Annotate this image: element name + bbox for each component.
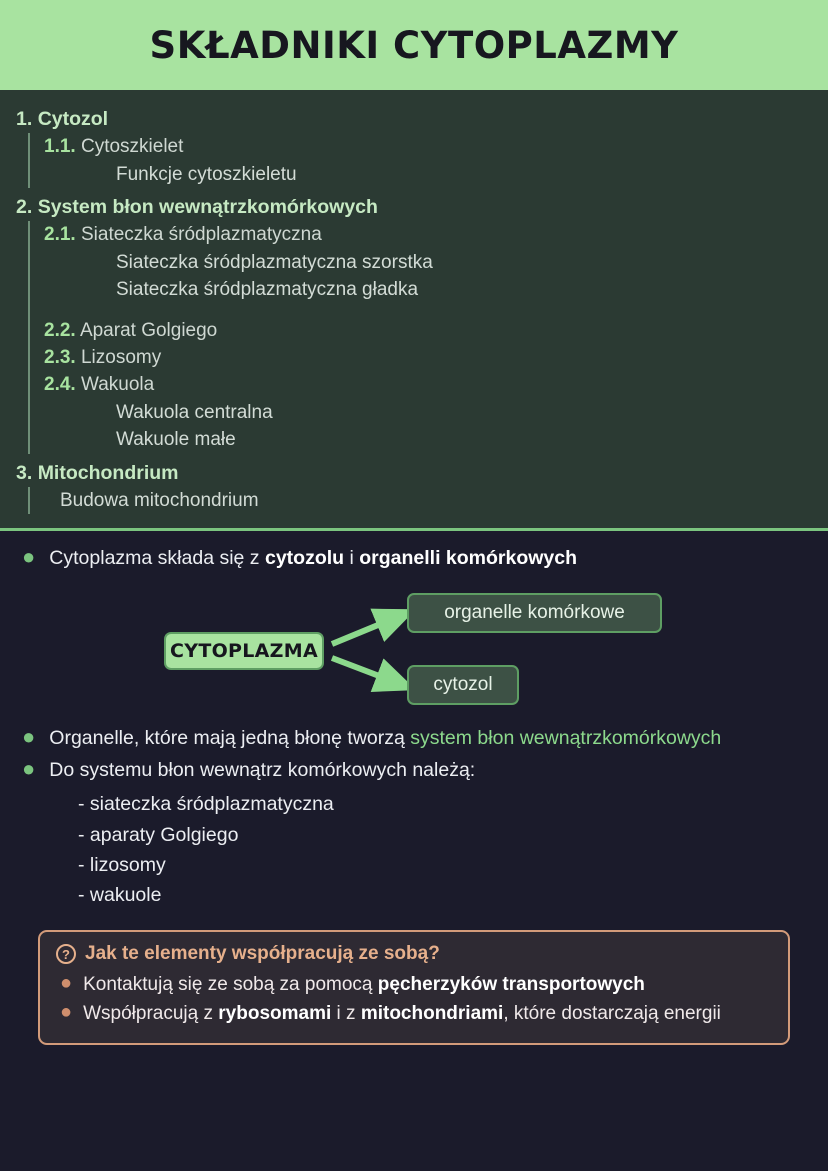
toc-label: System błon wewnątrzkomórkowych [37, 196, 378, 219]
list-item: - wakuole [78, 883, 162, 906]
callout-text: Współpracują z rybosomami i z mitochondriami, które dostarczają energii [83, 1002, 721, 1024]
page-title: SKŁADNIKI CYTOPLAZMY [149, 23, 679, 67]
diagram-node-organelle [407, 593, 662, 633]
toc-item[interactable] [28, 221, 828, 248]
toc-number: 2.3. [44, 346, 76, 368]
list-item: - lizosomy [78, 853, 166, 876]
emphasis-rybosomy: rybosomami [218, 1002, 332, 1024]
toc-label: Wakuola centralna [116, 401, 273, 423]
toc-item[interactable] [0, 105, 828, 133]
toc-number: 2.4. [44, 374, 76, 396]
toc-item[interactable] [28, 249, 828, 276]
bullet-item [22, 545, 806, 571]
callout-text: Kontaktują się ze sobą za pomocą pęcherzyków transportowych [83, 974, 645, 996]
diagram-node-cytoplazma [164, 632, 324, 670]
bullet-dot-icon: ● [60, 972, 73, 995]
toc-label: Lizosomy [80, 346, 162, 368]
diagram-node-cytozol [407, 665, 519, 705]
question-mark-icon: ? [56, 944, 76, 964]
main-content [0, 531, 828, 1171]
toc-label: Aparat Golgiego [79, 319, 218, 341]
toc-label: Funkcje cytoszkieletu [116, 163, 297, 185]
toc-item[interactable] [28, 317, 828, 344]
toc-label: Cytozol [37, 108, 109, 130]
bullet-dot-icon: ● [22, 723, 36, 749]
bullet-item [22, 757, 806, 783]
callout-header [56, 943, 772, 965]
toc-item[interactable] [28, 276, 828, 303]
toc-number: 1. [16, 108, 33, 130]
toc-label: Cytoszkielet [80, 136, 184, 158]
bullet-dot-icon: ● [60, 1000, 73, 1023]
bullet-text: Cytoplazma składa się z cytozolu i organelli komórkowych [49, 547, 578, 570]
callout-list-item [56, 1001, 772, 1027]
toc-label: Siateczka śródplazmatyczna [80, 224, 322, 246]
toc-item[interactable] [28, 344, 828, 371]
diagram-node-label: cytozol [433, 673, 493, 695]
emphasis-mitochondria: mitochondriami [360, 1002, 504, 1024]
toc-number: 1.1. [44, 136, 76, 158]
list-item: - siateczka śródplazmatyczna [78, 793, 334, 816]
emphasis-pecherzyki: pęcherzyków transportowych [377, 974, 645, 996]
bullet-dot-icon: ● [22, 544, 36, 570]
toc-label: Mitochondrium [37, 461, 179, 484]
list-item: - aparaty Golgiego [78, 823, 239, 846]
toc-number: 2.1. [44, 224, 76, 246]
toc-item[interactable] [28, 161, 828, 188]
callout-heading: Jak te elementy współpracują ze sobą? [85, 943, 440, 965]
cytoplasm-diagram [22, 580, 806, 715]
toc-number: 2.2. [44, 319, 76, 341]
toc-number: 2. [16, 196, 33, 219]
toc-item[interactable] [28, 487, 828, 514]
emphasis-organelli: organelli komórkowych [359, 547, 578, 570]
diagram-node-label: CYTOPLAZMA [170, 639, 318, 662]
bullet-dot-icon: ● [22, 755, 36, 781]
membrane-system-list [78, 789, 806, 910]
callout-list-item [56, 972, 772, 998]
toc-label: Siateczka śródplazmatyczna gładka [116, 279, 419, 301]
diagram-node-label: organelle komórkowe [444, 601, 625, 623]
toc-spacer [28, 304, 828, 317]
toc-number: 3. [16, 461, 33, 484]
table-of-contents [0, 90, 828, 531]
toc-item[interactable] [28, 399, 828, 426]
toc-label: Budowa mitochondrium [60, 489, 259, 511]
bullet-text: Organelle, które mają jedną błonę tworzą system błon wewnątrzkomórkowych [49, 726, 722, 749]
question-callout [38, 930, 790, 1045]
bullet-item [22, 725, 806, 751]
toc-label: Wakuole małe [116, 429, 236, 451]
toc-label: Siateczka śródplazmatyczna szorstka [116, 251, 433, 273]
toc-item[interactable] [28, 426, 828, 453]
toc-item[interactable] [28, 371, 828, 398]
emphasis-cytozol: cytozolu [264, 547, 345, 570]
page-title-banner [0, 0, 828, 90]
toc-item[interactable] [0, 193, 828, 221]
emphasis-system-blon: system błon wewnątrzkomórkowych [410, 726, 722, 749]
toc-label: Wakuola [80, 374, 155, 396]
toc-item[interactable] [28, 133, 828, 160]
toc-item[interactable] [0, 459, 828, 487]
bullet-text: Do systemu błon wewnątrz komórkowych należą: [49, 758, 476, 781]
